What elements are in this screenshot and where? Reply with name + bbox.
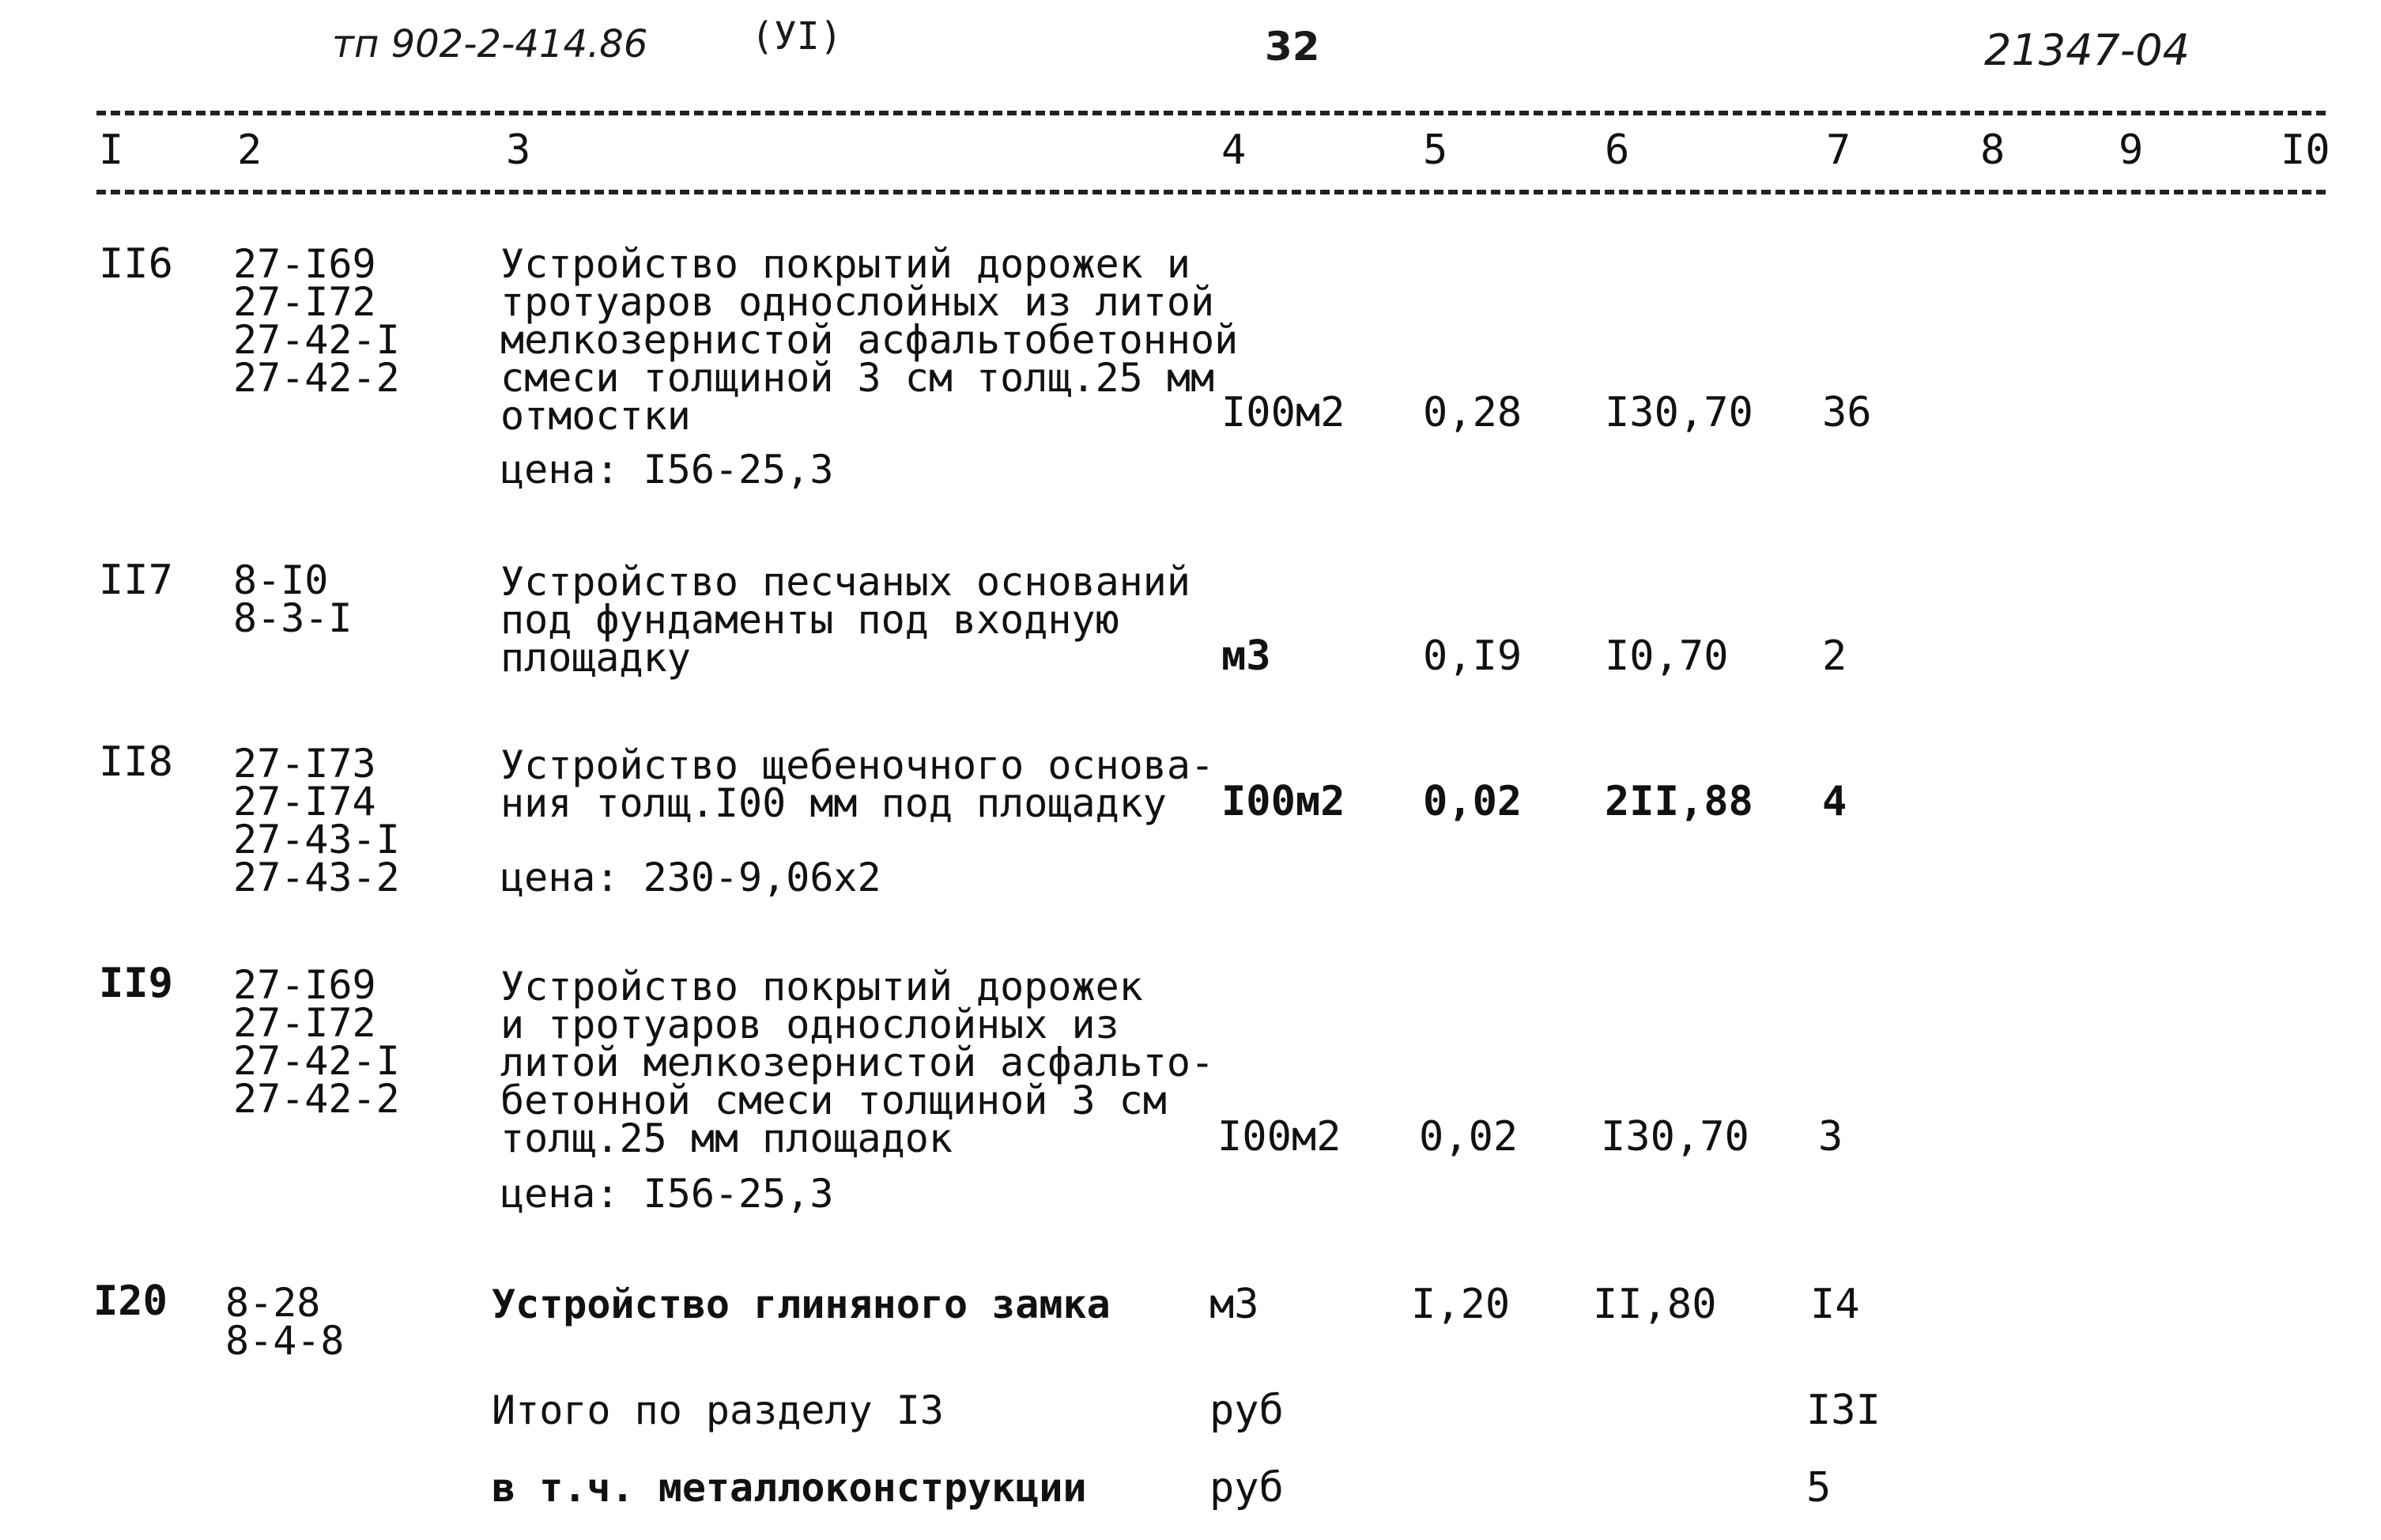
price-note: цена: 230-9,06х2: [500, 855, 881, 900]
rate-code: 27-42-I: [233, 317, 400, 363]
price-note: цена: I56-25,3: [500, 447, 834, 493]
work-description: Устройство покрытий дорожек и: [500, 241, 1190, 287]
work-description: отмостки: [500, 393, 691, 439]
unit-rate: I30,70: [1601, 1113, 1749, 1161]
total: 4: [1822, 778, 1847, 825]
work-description: под фундаменты под входную: [500, 597, 1119, 643]
total: 3: [1818, 1113, 1843, 1161]
unit: I00м2: [1221, 389, 1345, 436]
document-part: (УI): [751, 14, 843, 59]
rate-code: 27-I74: [233, 779, 376, 825]
price-note: цена: I56-25,3: [500, 1171, 834, 1217]
summary-total: 5: [1806, 1464, 1832, 1512]
total: 36: [1822, 389, 1872, 436]
work-description: Устройство песчаных оснований: [500, 559, 1190, 605]
quantity: 0,I9: [1423, 632, 1523, 680]
summary-total: I3I: [1806, 1387, 1881, 1434]
rate-code: 27-42-2: [233, 355, 400, 401]
total: 2: [1822, 632, 1847, 680]
rate-code: 8-28: [225, 1280, 321, 1326]
row-number: I20: [93, 1278, 168, 1325]
page-number: 32: [1265, 24, 1320, 70]
column-number: 4: [1221, 126, 1247, 174]
column-number: I: [99, 126, 124, 174]
column-number: 8: [1980, 126, 2006, 174]
rate-code: 8-I0: [233, 557, 329, 603]
work-description: толщ.25 мм площадок: [500, 1115, 953, 1161]
unit-rate: II,80: [1593, 1281, 1717, 1328]
rate-code: 27-43-I: [233, 817, 400, 862]
rate-code: 27-I72: [233, 279, 376, 325]
total: I4: [1810, 1281, 1860, 1328]
rate-code: 8-4-8: [225, 1318, 345, 1364]
unit: I00м2: [1217, 1113, 1341, 1161]
quantity: I,20: [1411, 1281, 1511, 1328]
rate-code: 27-I69: [233, 962, 376, 1008]
column-number: 9: [2119, 126, 2144, 174]
work-description: мелкозернистой асфальтобетонной: [500, 317, 1239, 363]
header-rule-top: [96, 111, 2326, 115]
unit: м3: [1209, 1281, 1259, 1328]
column-number: 2: [237, 126, 262, 174]
rate-code: 27-I69: [233, 241, 376, 287]
work-description: смеси толщиной 3 см толщ.25 мм: [500, 355, 1215, 401]
rate-code: 27-I73: [233, 741, 376, 787]
header-rule-bottom: [96, 190, 2326, 194]
work-description: Устройство щебеночного основа-: [500, 742, 1215, 788]
work-description: литой мелкозернистой асфальто-: [500, 1040, 1215, 1085]
rate-code: 27-43-2: [233, 855, 400, 900]
column-number: 5: [1423, 126, 1448, 174]
unit: I00м2: [1221, 778, 1345, 825]
quantity: 0,02: [1419, 1113, 1519, 1161]
work-description: бетонной смеси толщиной 3 см: [500, 1078, 1167, 1123]
work-description: Устройство покрытий дорожек: [500, 964, 1143, 1010]
work-description: Устройство глиняного замка: [492, 1281, 1111, 1327]
work-description: тротуаров однослойных из литой: [500, 279, 1215, 325]
column-number: 3: [506, 126, 531, 174]
unit-rate: I30,70: [1605, 389, 1753, 436]
work-description: площадку: [500, 635, 691, 681]
summary-unit: руб: [1209, 1464, 1284, 1512]
rate-code: 27-I72: [233, 1000, 376, 1046]
summary-label: в т.ч. металлоконструкции: [492, 1465, 1087, 1511]
summary-unit: руб: [1209, 1387, 1284, 1434]
work-description: и тротуаров однослойных из: [500, 1002, 1119, 1047]
document-number: 21347-04: [1984, 25, 2190, 75]
rate-code: 27-42-I: [233, 1038, 400, 1084]
unit-rate: I0,70: [1605, 632, 1729, 680]
document-code: тп 902-2-414.86: [332, 22, 648, 66]
work-description: ния толщ.I00 мм под площадку: [500, 780, 1167, 826]
unit: м3: [1221, 632, 1271, 680]
column-number: I0: [2281, 126, 2330, 174]
rate-code: 27-42-2: [233, 1076, 400, 1122]
summary-label: Итого по разделу I3: [492, 1387, 944, 1433]
row-number: II8: [99, 738, 173, 786]
rate-code: 8-3-I: [233, 595, 353, 641]
row-number: II9: [99, 960, 173, 1007]
column-number: 6: [1605, 126, 1630, 174]
quantity: 0,28: [1423, 389, 1523, 436]
row-number: II6: [99, 240, 173, 288]
column-number: 7: [1826, 126, 1851, 174]
unit-rate: 2II,88: [1605, 778, 1753, 825]
row-number: II7: [99, 557, 173, 604]
quantity: 0,02: [1423, 778, 1523, 825]
